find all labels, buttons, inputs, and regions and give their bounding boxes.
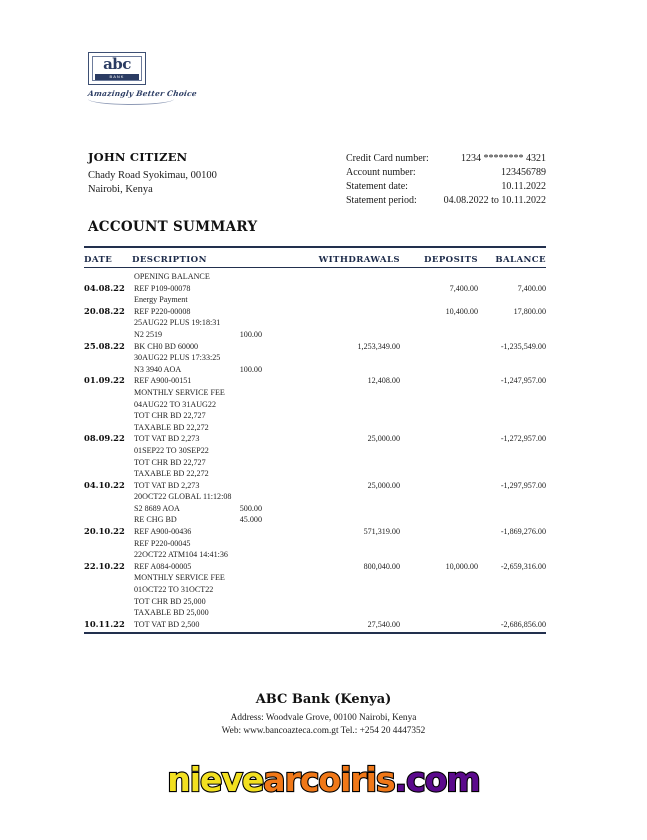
cell-withdrawals: 12,408.00 [367,376,400,386]
watermark-part-1: nieve [167,760,264,799]
description-text: 22OCT22 ATM104 14:41:36 [134,550,228,560]
account-detail-row [346,152,546,166]
table-rule-bottom [84,632,546,634]
table-row [84,538,546,550]
cell-withdrawals: 571,319.00 [363,527,400,537]
customer-block [88,150,217,197]
cell-description [132,283,304,295]
account-details-block [346,152,546,208]
table-row [84,410,546,422]
table-row [84,572,546,584]
description-text: BK CH0 BD 60000 [134,341,199,351]
table-row [84,433,546,445]
account-detail-value: 04.08.2022 to 10.11.2022 [443,195,546,206]
description-text: TOT VAT BD 2,273 [134,480,200,490]
watermark-part-3: .com [394,760,480,799]
cell-date: 10.11.22 [84,618,125,629]
cell-description [132,294,304,306]
logo-tagline: Amazingly Better Choice [87,89,198,98]
cell-description [132,341,304,353]
logo-wordmark: abc [103,55,131,73]
watermark [0,762,647,798]
cell-deposits: 10,000.00 [445,561,478,571]
cell-description [132,433,304,445]
cell-description [132,480,304,492]
description-text: REF A900-00436 [134,527,192,537]
description-text: 20OCT22 GLOBAL 11:12:08 [134,492,232,502]
table-row [84,514,546,526]
description-text: S2 8689 AOA [134,503,180,513]
cell-balance: -1,297,957.00 [500,480,546,490]
cell-description [132,561,304,573]
description-sub-amount: 100.00 [239,329,262,339]
description-text: OPENING BALANCE [134,272,210,281]
table-row [84,341,546,353]
watermark-part-2: arcoiris [263,760,395,799]
account-detail-value: 10.11.2022 [501,181,546,192]
table-row [84,317,546,329]
description-text: TOT CHR BD 22,727 [134,411,206,421]
account-detail-value: 123456789 [501,167,546,178]
cell-description [132,572,304,584]
table-row [84,561,546,573]
footer-bank-name: ABC Bank (Kenya) [255,692,392,707]
table-row [84,399,546,411]
cell-description [132,317,304,329]
cell-description [132,584,304,596]
cell-date: 04.10.22 [84,479,125,490]
table-row [84,271,546,283]
table-row [84,306,546,318]
description-text: TOT CHR BD 25,000 [134,596,206,606]
table-row [84,491,546,503]
bank-logo [88,52,208,105]
table-row [84,364,546,376]
cell-description [132,514,304,526]
description-text: REF A084-00005 [134,561,192,571]
account-detail-label: Statement date: [346,181,408,192]
description-sub-amount: 45.000 [239,515,262,525]
cell-date: 20.08.22 [84,305,125,316]
description-sub-amount: 100.00 [239,364,262,374]
description-text: 04AUG22 TO 31AUG22 [134,399,216,409]
cell-withdrawals: 25,000.00 [367,480,400,490]
account-detail-row [346,180,546,194]
cell-balance: 7,400.00 [517,283,546,293]
table-row [84,294,546,306]
cell-description [132,538,304,550]
cell-withdrawals: 27,540.00 [367,619,400,629]
cell-balance: -1,235,549.00 [500,341,546,351]
description-text: 01SEP22 TO 30SEP22 [134,445,209,455]
description-text: REF P109-00078 [134,283,191,293]
cell-description [132,364,304,376]
logo-swoosh-icon [88,99,174,105]
table-row [84,526,546,538]
column-header-withdrawals: WITHDRAWALS [318,255,400,265]
cell-date: 22.10.22 [84,560,125,571]
table-row [84,549,546,561]
table-body [84,268,546,632]
table-row [84,283,546,295]
cell-date: 04.08.22 [84,282,125,293]
cell-description [132,457,304,469]
cell-withdrawals: 1,253,349.00 [357,341,400,351]
cell-description [132,352,304,364]
account-detail-label: Account number: [346,167,416,178]
description-text: REF P220-00008 [134,306,191,316]
column-header-date: DATE [84,255,113,265]
cell-description [132,422,304,434]
table-row [84,375,546,387]
cell-date: 20.10.22 [84,526,125,537]
cell-balance: -1,272,957.00 [500,434,546,444]
cell-description [132,526,304,538]
account-detail-label: Credit Card number: [346,153,429,164]
cell-description [132,619,304,631]
cell-deposits: 10,400.00 [445,306,478,316]
description-text: N3 3940 AOA [134,364,182,374]
table-row [84,480,546,492]
description-text: TAXABLE BD 22,272 [134,469,209,479]
table-row [84,457,546,469]
cell-description [132,399,304,411]
account-summary-table [84,246,546,634]
description-text: N2 2519 [134,329,163,339]
description-text: MONTHLY SERVICE FEE [134,387,225,397]
description-text: TOT VAT BD 2,500 [134,619,200,629]
cell-balance: -2,686,856.00 [500,619,546,629]
description-text: TOT VAT BD 2,273 [134,434,200,444]
description-text: 25AUG22 PLUS 19:18:31 [134,318,221,328]
cell-description [132,306,304,318]
page-title: ACCOUNT SUMMARY [88,219,258,235]
cell-description [132,329,304,341]
table-row [84,596,546,608]
logo-bank-label: BANK [95,74,139,80]
cell-description [132,468,304,480]
table-row [84,329,546,341]
table-row [84,468,546,480]
table-row [84,352,546,364]
column-header-deposits: DEPOSITS [424,255,478,265]
cell-description [132,607,304,619]
customer-name: JOHN CITIZEN [88,150,188,164]
account-detail-row [346,194,546,208]
logo-frame [88,52,146,85]
description-sub-amount: 500.00 [239,503,262,513]
table-row [84,503,546,515]
cell-deposits: 7,400.00 [449,283,478,293]
description-text: Energy Payment [134,295,188,305]
cell-date: 01.09.22 [84,375,125,386]
description-text: 01OCT22 TO 31OCT22 [134,585,214,595]
table-row [84,607,546,619]
cell-description [132,549,304,561]
cell-description [132,375,304,387]
customer-address-line-2: Nairobi, Kenya [88,184,153,195]
cell-description [132,503,304,515]
description-text: MONTHLY SERVICE FEE [134,573,225,583]
cell-balance: 17,800.00 [513,306,546,316]
description-text: TOT CHR BD 22,727 [134,457,206,467]
table-row [84,584,546,596]
cell-balance: -2,659,316.00 [500,561,546,571]
column-header-balance: BALANCE [495,255,546,265]
description-text: 30AUG22 PLUS 17:33:25 [134,353,221,363]
description-text: RE CHG BD [134,515,177,525]
account-detail-row [346,166,546,180]
cell-balance: -1,247,957.00 [500,376,546,386]
cell-description [132,410,304,422]
cell-description [132,271,304,283]
footer-contact: Web: www.bancoazteca.com.gt Tel.: +254 20 4447352 [221,726,426,736]
cell-date: 25.08.22 [84,340,125,351]
description-text: TAXABLE BD 25,000 [134,608,209,618]
description-text: TAXABLE BD 22,272 [134,422,209,432]
cell-date: 08.09.22 [84,433,125,444]
account-detail-label: Statement period: [346,195,417,206]
table-row [84,619,546,631]
description-text: REF P220-00045 [134,538,191,548]
column-header-description: DESCRIPTION [132,255,207,265]
table-header-row [84,248,546,267]
description-text: REF A900-00151 [134,376,192,386]
cell-withdrawals: 25,000.00 [367,434,400,444]
cell-description [132,387,304,399]
customer-address-line-1: Chady Road Syokimau, 00100 [88,170,217,181]
cell-description [132,491,304,503]
cell-balance: -1,869,276.00 [500,527,546,537]
footer-block [0,692,647,738]
table-row [84,422,546,434]
account-detail-value: 1234 ******** 4321 [461,153,546,164]
footer-address: Address: Woodvale Grove, 00100 Nairobi, Kenya [230,713,417,723]
table-row [84,445,546,457]
cell-withdrawals: 800,040.00 [363,561,400,571]
cell-description [132,596,304,608]
cell-description [132,445,304,457]
table-row [84,387,546,399]
